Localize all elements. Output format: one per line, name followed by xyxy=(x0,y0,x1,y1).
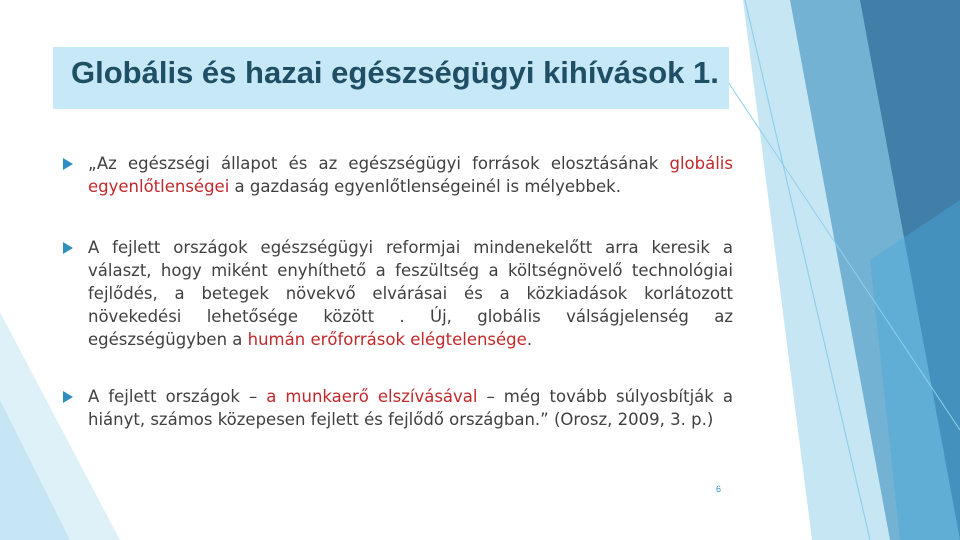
highlight-text: humán erőforrások elégtelensége xyxy=(247,330,527,349)
bullet-2 xyxy=(63,236,733,351)
page-number: 6 xyxy=(716,484,722,494)
bullet-arrow-icon xyxy=(63,242,73,254)
highlight-text: a munkaerő elszívásával xyxy=(266,387,478,406)
bullet-arrow-icon xyxy=(63,158,73,170)
bullet-1-text: „Az egészségi állapot és az egészségügyi források elosztásának globális egyenlőtlenségei a gazdaság egyenlőtlenségeinél is mélyebbek. xyxy=(88,154,733,196)
slide-title: Globális és hazai egészségügyi kihívások 1. xyxy=(71,55,719,90)
bullet-arrow-icon xyxy=(63,391,73,403)
bullet-3-text: A fejlett országok – a munkaerő elszívásával – még tovább súlyosbítják a hiányt, számos közepesen fejlett és fejlődő országban.” (Orosz, 2009, 3. p.) xyxy=(88,387,733,429)
bullet-2-text: A fejlett országok egészségügyi reformjai mindenekelőtt arra keresik a választ, hogy miként enyhíthető a feszültség a költségnövelő technológiai fejlődés, a betegek növekvő elvárásai és a közkiadások korlátozott növekedési lehetősége között . Új, globális válságjelenség az egészségügyben a humán erőforrások elégtelensége. xyxy=(88,238,733,349)
highlight-text: globális egyenlőtlenségei xyxy=(88,154,733,196)
title-box xyxy=(53,47,729,109)
bullet-3 xyxy=(63,385,733,431)
bullet-1 xyxy=(63,152,733,198)
